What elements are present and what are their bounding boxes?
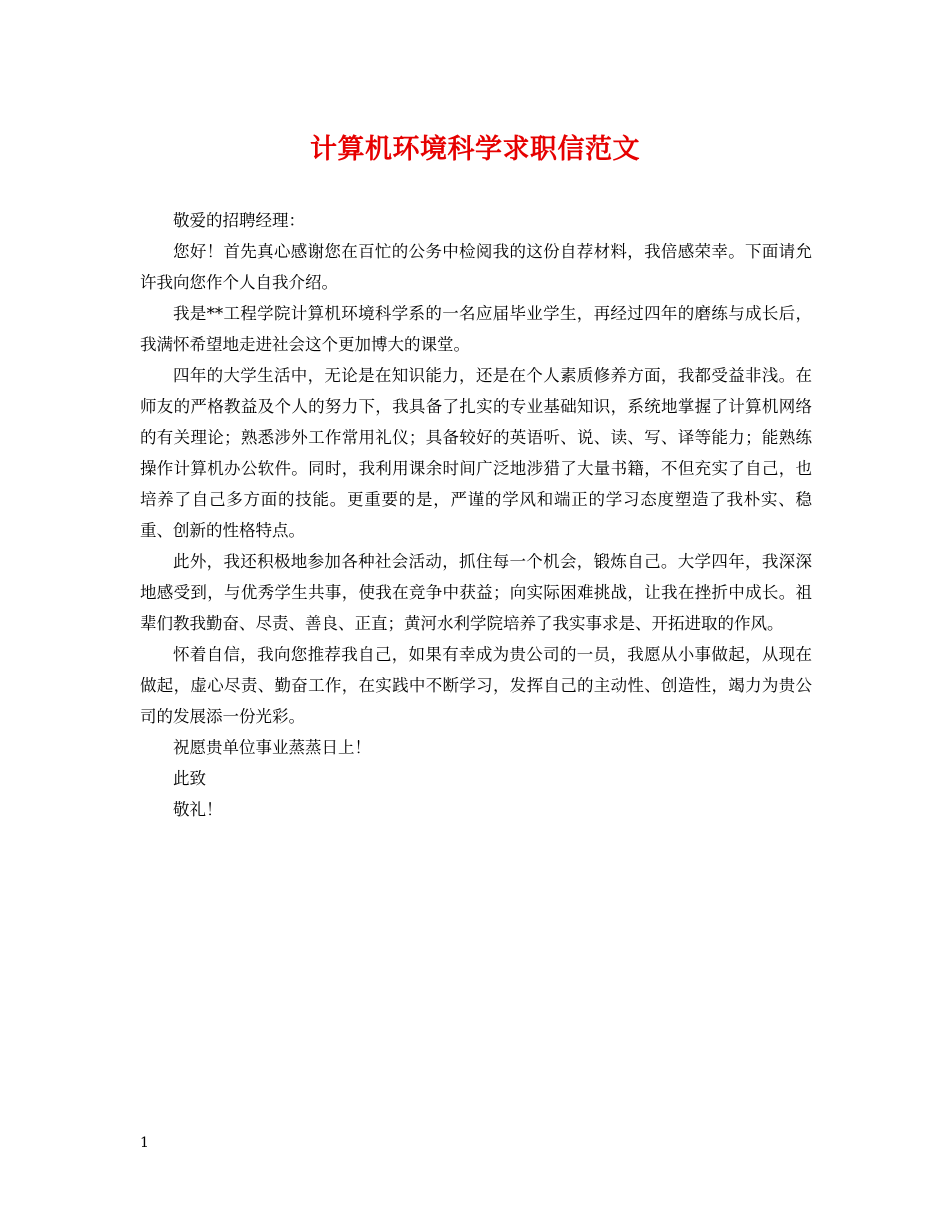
closing-wish: 祝愿贵单位事业蒸蒸日上！ <box>173 738 371 757</box>
letter-body <box>140 205 812 825</box>
closing-cizhi: 此致 <box>173 769 206 788</box>
paragraph-greeting: 您好！首先真心感谢您在百忙的公务中检阅我的这份自荐材料，我倍感荣幸。下面请允许我向您作个人自我介绍。 <box>140 242 812 292</box>
salutation: 敬爱的招聘经理： <box>173 211 305 230</box>
paragraph-recommendation: 怀着自信，我向您推荐我自己，如果有幸成为贵公司的一员，我愿从小事做起，从现在做起，虚心尽责、勤奋工作，在实践中不断学习，发挥自己的主动性、创造性，竭力为贵公司的发展添一份光彩。 <box>140 645 812 726</box>
paragraph-activities: 此外，我还积极地参加各种社会活动，抓住每一个机会，锻炼自己。大学四年，我深深地感受到，与优秀学生共事，使我在竞争中获益；向实际困难挑战，让我在挫折中成长。祖辈们教我勤奋、尽责、善良、正直；黄河水利学院培养了我实事求是、开拓进取的作风。 <box>140 552 812 633</box>
page-number: 1 <box>140 1135 149 1151</box>
paragraph-introduction: 我是**工程学院计算机环境科学系的一名应届毕业学生，再经过四年的磨练与成长后，我满怀希望地走进社会这个更加博大的课堂。 <box>140 304 812 354</box>
document-title: 计算机环境科学求职信范文 <box>310 134 640 165</box>
paragraph-university-life: 四年的大学生活中，无论是在知识能力，还是在个人素质修养方面，我都受益非浅。在师友的严格教益及个人的努力下，我具备了扎实的专业基础知识，系统地掌握了计算机网络的有关理论；熟悉涉外工作常用礼仪；具备较好的英语听、说、读、写、译等能力；能熟练操作计算机办公软件。同时，我利用课余时间广泛地涉猎了大量书籍，不但充实了自己，也培养了自己多方面的技能。更重要的是，严谨的学风和端正的学习态度塑造了我朴实、稳重、创新的性格特点。 <box>140 366 812 540</box>
closing-jingli: 敬礼！ <box>173 800 223 819</box>
